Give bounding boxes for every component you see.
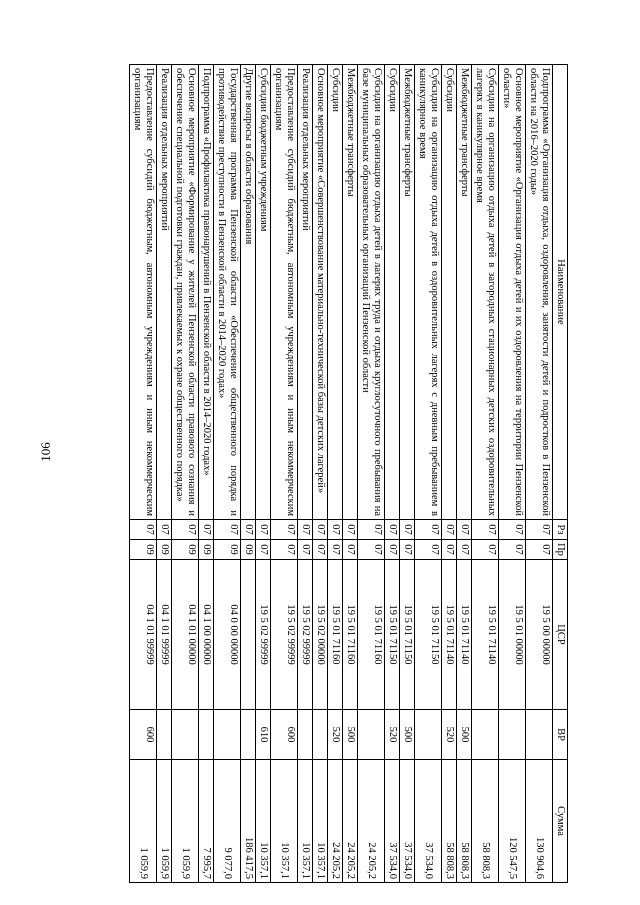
cell-name: Основное мероприятие «Формирование у жителей Пензенской области правового сознания и обеспечение специальной подготовки граждан, привлекаемых к охране общественного порядка» — [172, 65, 199, 520]
cell-vr: 520 — [328, 710, 343, 760]
cell-pr: 07 — [385, 540, 400, 560]
cell-name: Основное мероприятие «Совершенствование материально-технической базы детских лагерей» — [313, 65, 328, 520]
cell-sum: 37 534,0 — [385, 760, 400, 883]
cell-vr — [172, 710, 199, 760]
cell-csr: 04 1 01 99999 — [130, 560, 157, 710]
cell-csr: 19 5 01 71150 — [415, 560, 442, 710]
table-row — [298, 65, 313, 883]
cell-csr: 19 5 01 71140 — [457, 560, 472, 710]
cell-pr: 09 — [214, 540, 241, 560]
cell-rz: 07 — [256, 520, 271, 540]
table-row — [130, 65, 157, 883]
cell-csr: 04 0 00 00000 — [214, 560, 241, 710]
cell-sum: 1 059,9 — [130, 760, 157, 883]
cell-csr: 19 5 00 00000 — [526, 560, 553, 710]
cell-rz: 07 — [157, 520, 172, 540]
cell-pr: 07 — [415, 540, 442, 560]
table-row — [241, 65, 256, 883]
page-number: 106 — [38, 442, 53, 462]
table-row — [199, 65, 214, 883]
cell-vr — [157, 710, 172, 760]
cell-sum: 24 205,2 — [328, 760, 343, 883]
cell-pr: 09 — [130, 540, 157, 560]
cell-vr — [241, 710, 256, 760]
cell-rz: 07 — [400, 520, 415, 540]
cell-csr: 19 5 01 71160 — [358, 560, 385, 710]
table-row — [400, 65, 415, 883]
cell-rz: 07 — [130, 520, 157, 540]
cell-sum: 37 534,0 — [415, 760, 442, 883]
cell-rz: 07 — [526, 520, 553, 540]
cell-name: Реализация отдельных мероприятий — [298, 65, 313, 520]
cell-name: Предоставление субсидий бюджетным, автономным учреждениям и иным некоммерческим организациям — [271, 65, 298, 520]
table-row — [457, 65, 472, 883]
cell-vr: 520 — [442, 710, 457, 760]
cell-rz: 07 — [328, 520, 343, 540]
cell-sum: 9 077,0 — [214, 760, 241, 883]
cell-sum: 186 417,5 — [241, 760, 256, 883]
cell-vr — [199, 710, 214, 760]
table-row — [157, 65, 172, 883]
cell-csr: 19 5 01 71140 — [472, 560, 499, 710]
cell-vr — [415, 710, 442, 760]
cell-pr: 07 — [400, 540, 415, 560]
cell-csr: 19 5 02 99999 — [271, 560, 298, 710]
cell-rz: 07 — [499, 520, 526, 540]
cell-sum: 58 808,3 — [472, 760, 499, 883]
cell-pr: 09 — [199, 540, 214, 560]
cell-vr — [358, 710, 385, 760]
cell-csr: 04 1 01 99999 — [157, 560, 172, 710]
cell-pr: 09 — [172, 540, 199, 560]
table-row — [343, 65, 358, 883]
cell-name: Межбюджетные трансферты — [400, 65, 415, 520]
cell-sum: 24 205,2 — [358, 760, 385, 883]
table-header-row — [553, 65, 568, 883]
header-rz: Рз — [553, 520, 568, 540]
table-row — [214, 65, 241, 883]
cell-csr: 19 5 01 71140 — [442, 560, 457, 710]
header-name: Наименование — [553, 65, 568, 520]
cell-sum: 10 357,1 — [298, 760, 313, 883]
table-row — [256, 65, 271, 883]
table-row — [328, 65, 343, 883]
table-row — [358, 65, 385, 883]
budget-table — [129, 64, 568, 883]
cell-vr — [298, 710, 313, 760]
cell-rz: 07 — [358, 520, 385, 540]
cell-rz: 07 — [271, 520, 298, 540]
cell-vr: 500 — [343, 710, 358, 760]
cell-name: Межбюджетные трансферты — [343, 65, 358, 520]
table-row — [313, 65, 328, 883]
cell-name: Предоставление субсидий бюджетным, автономным учреждениям и иным некоммерческим организациям — [130, 65, 157, 520]
cell-sum: 37 534,0 — [400, 760, 415, 883]
table-row — [271, 65, 298, 883]
cell-sum: 120 547,5 — [499, 760, 526, 883]
cell-pr: 07 — [499, 540, 526, 560]
cell-sum: 1 059,9 — [157, 760, 172, 883]
cell-vr: 500 — [457, 710, 472, 760]
cell-name: Субсидии — [442, 65, 457, 520]
cell-sum: 24 205,2 — [343, 760, 358, 883]
table-row — [442, 65, 457, 883]
cell-pr: 07 — [271, 540, 298, 560]
header-vr: ВР — [553, 710, 568, 760]
cell-csr: 19 5 01 71150 — [385, 560, 400, 710]
cell-sum: 10 357,1 — [313, 760, 328, 883]
cell-vr — [472, 710, 499, 760]
cell-name: Реализация отдельных мероприятий — [157, 65, 172, 520]
cell-rz: 07 — [313, 520, 328, 540]
cell-sum: 7 995,7 — [199, 760, 214, 883]
cell-pr: 07 — [313, 540, 328, 560]
cell-pr: 07 — [328, 540, 343, 560]
cell-name: Субсидии бюджетным учреждениям — [256, 65, 271, 520]
cell-rz: 07 — [385, 520, 400, 540]
cell-name: Субсидии на организацию отдыха детей в загородных стационарных детских оздоровительных лагерях в каникулярное время — [472, 65, 499, 520]
cell-csr — [241, 560, 256, 710]
header-pr: Пр — [553, 540, 568, 560]
cell-pr: 09 — [157, 540, 172, 560]
table-row — [472, 65, 499, 883]
cell-vr: 520 — [385, 710, 400, 760]
cell-csr: 04 1 00 00000 — [199, 560, 214, 710]
table-row — [526, 65, 553, 883]
cell-pr: 07 — [457, 540, 472, 560]
cell-pr: 07 — [358, 540, 385, 560]
header-sum: Сумма — [553, 760, 568, 883]
cell-name: Субсидии на организацию отдыха детей в лагерях труда и отдыха круглосуточного пребывания на базе муниципальных образовательных организаций Пензенской области — [358, 65, 385, 520]
cell-pr: 07 — [472, 540, 499, 560]
cell-vr: 500 — [400, 710, 415, 760]
table-row — [385, 65, 400, 883]
cell-name: Подпрограмма «Организация отдыха, оздоровления, занятости детей и подростков в Пензенской области на 2016–2020 годы» — [526, 65, 553, 520]
cell-sum: 58 808,3 — [442, 760, 457, 883]
cell-pr: 07 — [343, 540, 358, 560]
cell-rz: 07 — [442, 520, 457, 540]
cell-vr — [499, 710, 526, 760]
cell-pr: 07 — [526, 540, 553, 560]
cell-name: Субсидии на организацию отдыха детей в оздоровительных лагерях с дневным пребыванием в каникулярное время — [415, 65, 442, 520]
cell-vr — [214, 710, 241, 760]
cell-sum: 10 357,1 — [256, 760, 271, 883]
cell-rz: 07 — [241, 520, 256, 540]
cell-pr: 07 — [442, 540, 457, 560]
cell-name: Другие вопросы в области образования — [241, 65, 256, 520]
cell-rz: 07 — [457, 520, 472, 540]
cell-name: Межбюджетные трансферты — [457, 65, 472, 520]
cell-vr: 600 — [130, 710, 157, 760]
cell-rz: 07 — [472, 520, 499, 540]
cell-vr — [313, 710, 328, 760]
cell-rz: 07 — [199, 520, 214, 540]
cell-vr: 600 — [271, 710, 298, 760]
cell-vr — [526, 710, 553, 760]
rotated-page-content — [129, 64, 568, 882]
cell-sum: 1 059,9 — [172, 760, 199, 883]
table-row — [499, 65, 526, 883]
cell-csr: 19 5 02 00000 — [313, 560, 328, 710]
cell-name: Субсидии — [328, 65, 343, 520]
cell-rz: 07 — [343, 520, 358, 540]
cell-rz: 07 — [415, 520, 442, 540]
cell-pr: 07 — [256, 540, 271, 560]
cell-name: Подпрограмма «Профилактика правонарушений в Пензенской области в 2014–2020 годах» — [199, 65, 214, 520]
cell-csr: 19 5 02 99999 — [256, 560, 271, 710]
table-row — [415, 65, 442, 883]
table-body — [130, 65, 553, 883]
cell-csr: 19 5 02 99999 — [298, 560, 313, 710]
cell-csr: 04 1 01 00000 — [172, 560, 199, 710]
cell-vr: 610 — [256, 710, 271, 760]
cell-sum: 10 357,1 — [271, 760, 298, 883]
cell-pr: 09 — [241, 540, 256, 560]
cell-rz: 07 — [298, 520, 313, 540]
cell-name: Основное мероприятие «Организация отдыха детей и их оздоровления на территории Пензенской области» — [499, 65, 526, 520]
table-row — [172, 65, 199, 883]
cell-rz: 07 — [172, 520, 199, 540]
header-csr: ЦСР — [553, 560, 568, 710]
cell-csr: 19 5 01 71160 — [343, 560, 358, 710]
cell-csr: 19 5 01 71160 — [328, 560, 343, 710]
cell-pr: 07 — [298, 540, 313, 560]
cell-rz: 07 — [214, 520, 241, 540]
cell-sum: 58 808,3 — [457, 760, 472, 883]
cell-csr: 19 5 01 00000 — [499, 560, 526, 710]
cell-name: Субсидии — [385, 65, 400, 520]
cell-name: Государственная программа Пензенской области «Обеспечение общественного порядка и противодействие преступности в Пензенской области в 2014–2020 годах» — [214, 65, 241, 520]
cell-sum: 130 904,6 — [526, 760, 553, 883]
cell-csr: 19 5 01 71150 — [400, 560, 415, 710]
